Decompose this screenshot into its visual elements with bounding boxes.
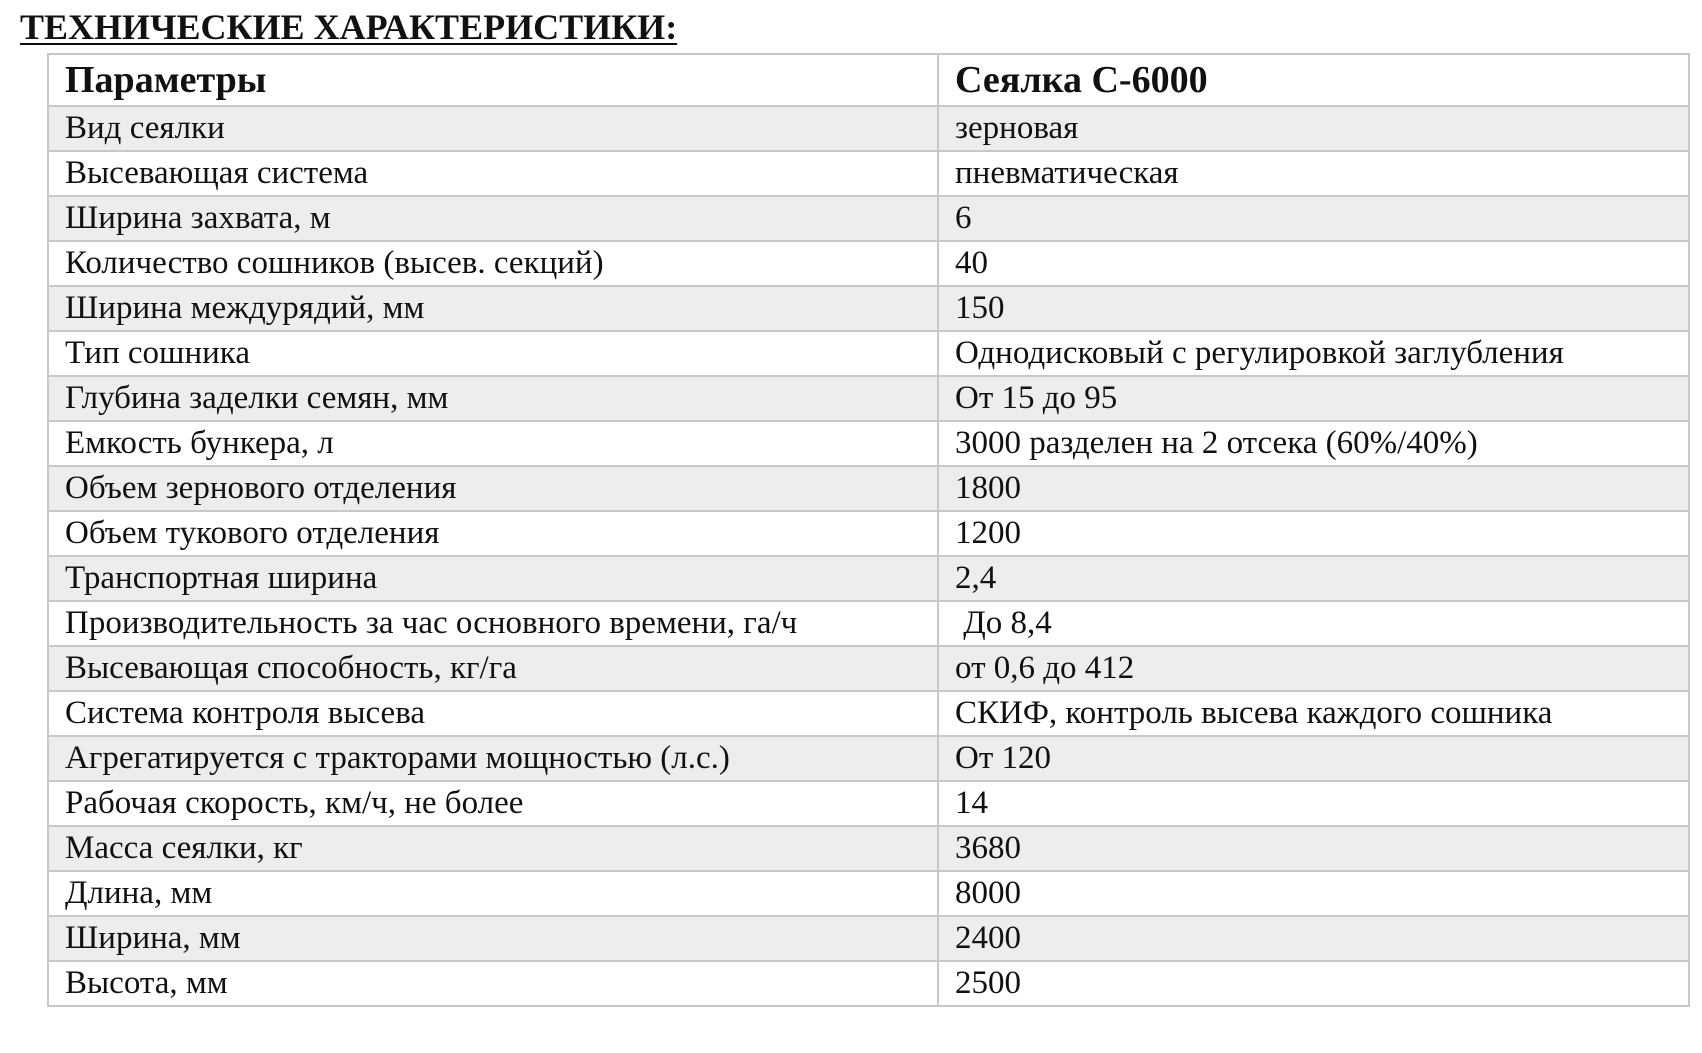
table-row bbox=[48, 691, 1689, 736]
table-row bbox=[48, 871, 1689, 916]
spec-table bbox=[47, 53, 1690, 1007]
parameter-cell: Ширина, мм bbox=[48, 916, 938, 961]
parameter-cell: Объем тукового отделения bbox=[48, 511, 938, 556]
value-cell: 2500 bbox=[938, 961, 1689, 1006]
value-cell: 1200 bbox=[938, 511, 1689, 556]
value-cell: пневматическая bbox=[938, 151, 1689, 196]
value-cell: От 120 bbox=[938, 736, 1689, 781]
parameter-cell: Вид сеялки bbox=[48, 106, 938, 151]
value-cell: 40 bbox=[938, 241, 1689, 286]
value-cell: 1800 bbox=[938, 466, 1689, 511]
table-row bbox=[48, 781, 1689, 826]
value-cell: СКИФ, контроль высева каждого сошника bbox=[938, 691, 1689, 736]
value-cell: 6 bbox=[938, 196, 1689, 241]
table-row bbox=[48, 736, 1689, 781]
value-cell: 3000 разделен на 2 отсека (60%/40%) bbox=[938, 421, 1689, 466]
table-row bbox=[48, 286, 1689, 331]
table-row bbox=[48, 826, 1689, 871]
value-cell: зерновая bbox=[938, 106, 1689, 151]
parameter-cell: Ширина междурядий, мм bbox=[48, 286, 938, 331]
parameter-cell: Высота, мм bbox=[48, 961, 938, 1006]
table-row bbox=[48, 241, 1689, 286]
value-cell: От 15 до 95 bbox=[938, 376, 1689, 421]
parameter-cell: Длина, мм bbox=[48, 871, 938, 916]
parameter-cell: Рабочая скорость, км/ч, не более bbox=[48, 781, 938, 826]
table-header-row bbox=[48, 54, 1689, 106]
table-row bbox=[48, 466, 1689, 511]
parameter-cell: Глубина заделки семян, мм bbox=[48, 376, 938, 421]
table-row bbox=[48, 601, 1689, 646]
value-cell: 150 bbox=[938, 286, 1689, 331]
parameter-cell: Количество сошников (высев. секций) bbox=[48, 241, 938, 286]
parameter-cell: Масса сеялки, кг bbox=[48, 826, 938, 871]
column-header-model: Сеялка С-6000 bbox=[938, 54, 1689, 106]
parameter-cell: Высевающая способность, кг/га bbox=[48, 646, 938, 691]
value-cell: от 0,6 до 412 bbox=[938, 646, 1689, 691]
value-cell: 3680 bbox=[938, 826, 1689, 871]
parameter-cell: Высевающая система bbox=[48, 151, 938, 196]
table-row bbox=[48, 916, 1689, 961]
table-row bbox=[48, 511, 1689, 556]
parameter-cell: Производительность за час основного времени, га/ч bbox=[48, 601, 938, 646]
value-cell: До 8,4 bbox=[938, 601, 1689, 646]
parameter-cell: Агрегатируется с тракторами мощностью (л.с.) bbox=[48, 736, 938, 781]
table-row bbox=[48, 961, 1689, 1006]
document-heading: ТЕХНИЧЕСКИЕ ХАРАКТЕРИСТИКИ: bbox=[20, 7, 678, 47]
parameter-cell: Объем зернового отделения bbox=[48, 466, 938, 511]
parameter-cell: Ширина захвата, м bbox=[48, 196, 938, 241]
table-row bbox=[48, 421, 1689, 466]
table-row bbox=[48, 376, 1689, 421]
value-cell: Однодисковый с регулировкой заглубления bbox=[938, 331, 1689, 376]
table-row bbox=[48, 646, 1689, 691]
parameter-cell: Тип сошника bbox=[48, 331, 938, 376]
table-row bbox=[48, 331, 1689, 376]
parameter-cell: Транспортная ширина bbox=[48, 556, 938, 601]
parameter-cell: Емкость бункера, л bbox=[48, 421, 938, 466]
value-cell: 2,4 bbox=[938, 556, 1689, 601]
value-cell: 14 bbox=[938, 781, 1689, 826]
parameter-cell: Система контроля высева bbox=[48, 691, 938, 736]
value-cell: 8000 bbox=[938, 871, 1689, 916]
table-row bbox=[48, 196, 1689, 241]
value-cell: 2400 bbox=[938, 916, 1689, 961]
table-row bbox=[48, 106, 1689, 151]
table-row bbox=[48, 556, 1689, 601]
column-header-parameters: Параметры bbox=[48, 54, 938, 106]
table-row bbox=[48, 151, 1689, 196]
